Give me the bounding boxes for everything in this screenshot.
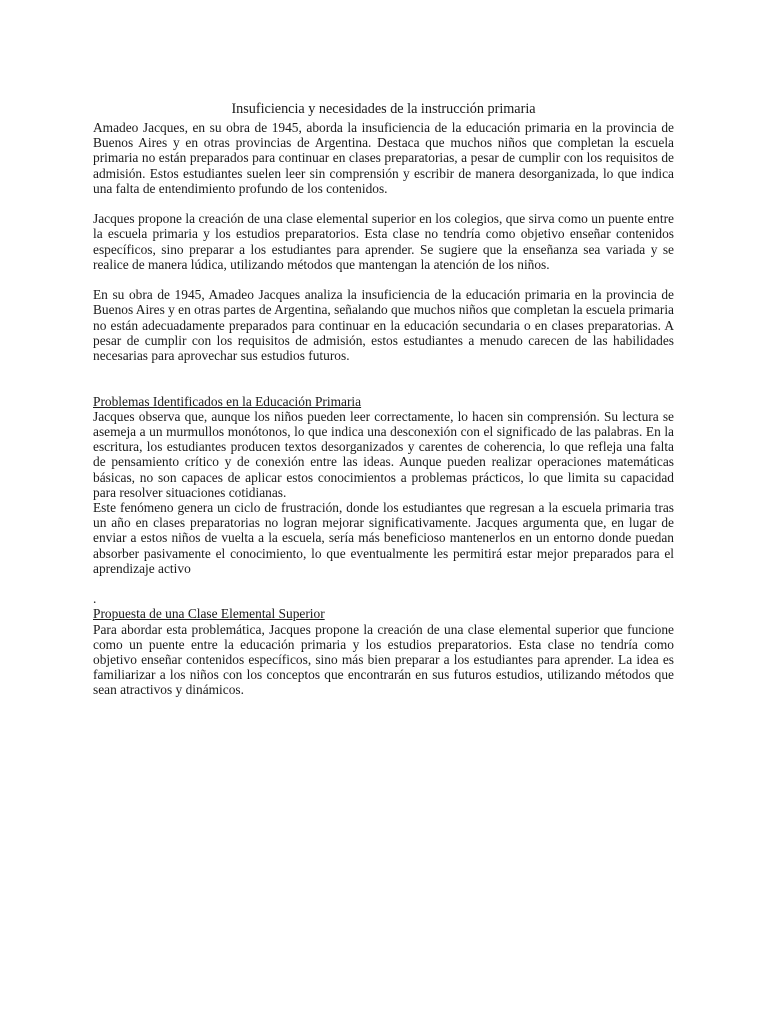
problems-paragraph-2: Este fenómeno genera un ciclo de frustración, donde los estudiantes que regresan a la escuela primaria tras un año en clases preparatorias no logran mejorar significativamente. Jacques argumenta que, en lugar de enviar a estos niños de vuelta a la escuela, sería más beneficioso mantenerlos en un entorno donde puedan absorber pasivamente el conocimiento, lo que eventualmente les permitirá estar mejor preparados para el aprendizaje activo <box>93 500 674 576</box>
section-spacer <box>93 363 674 393</box>
document-page <box>93 101 674 698</box>
proposal-paragraph-1: Para abordar esta problemática, Jacques propone la creación de una clase elemental superior que funcione como un puente entre la educación primaria y los estudios preparatorios. Esta clase no tendría como objetivo enseñar contenidos específicos, sino más bien preparar a los estudiantes para aprender. La idea es familiarizar a los niños con los conceptos que encontrarán en sus futuros estudios, utilizando métodos que sean atractivos y dinámicos. <box>93 621 674 698</box>
paragraph-spacer <box>93 272 674 287</box>
problems-paragraph-1: Jacques observa que, aunque los niños pueden leer correctamente, lo hacen sin comprensión. Su lectura se asemeja a un murmullos monótonos, lo que indica una desconexión con el significado de las palabras. En la escritura, los estudiantes producen textos desorganizados y carentes de coherencia, lo que refleja una falta de pensamiento crítico y de conexión entre las ideas. Aunque pueden realizar operaciones matemáticas básicas, no son capaces de aplicar estos conocimientos a problemas prácticos, lo que limita su capacidad para resolver situaciones cotidianas. <box>93 408 674 500</box>
section-heading-proposal: Propuesta de una Clase Elemental Superior <box>93 606 325 622</box>
paragraph-spacer <box>93 576 674 591</box>
section-heading-problems: Problemas Identificados en la Educación Primaria <box>93 393 362 409</box>
intro-paragraph-3: En su obra de 1945, Amadeo Jacques analiza la insuficiencia de la educación primaria en la provincia de Buenos Aires y en otras partes de Argentina, señalando que muchos niños que completan la escuela primaria no están adecuadamente preparados para continuar en la educación secundaria o en clases preparatorias. A pesar de cumplir con los requisitos de admisión, estos estudiantes a menudo carecen de las habilidades necesarias para aprovechar sus estudios futuros. <box>93 287 674 364</box>
document-title: Insuficiencia y necesidades de la instrucción primaria <box>231 101 536 117</box>
paragraph-spacer <box>93 196 674 211</box>
intro-paragraph-1: Amadeo Jacques, en su obra de 1945, aborda la insuficiencia de la educación primaria en la provincia de Buenos Aires y en otras provincias de Argentina. Destaca que muchos niños que completan la escuela primaria no están preparados para continuar en clases preparatorias, a pesar de cumplir con los requisitos de admisión. Estos estudiantes suelen leer sin comprensión y escribir de manera desorganizada, lo que indica una falta de entendimiento profundo de los contenidos. <box>93 120 674 196</box>
intro-paragraph-2: Jacques propone la creación de una clase elemental superior en los colegios, que sirva como un puente entre la escuela primaria y los estudios preparatorios. Esta clase no tendría como objetivo enseñar contenidos específicos, sino preparar a los estudiantes para aprender. Se sugiere que la enseñanza sea variada y se realice de manera lúdica, utilizando métodos que mantengan la atención de los niños. <box>93 211 674 272</box>
stray-period: . <box>93 591 97 607</box>
